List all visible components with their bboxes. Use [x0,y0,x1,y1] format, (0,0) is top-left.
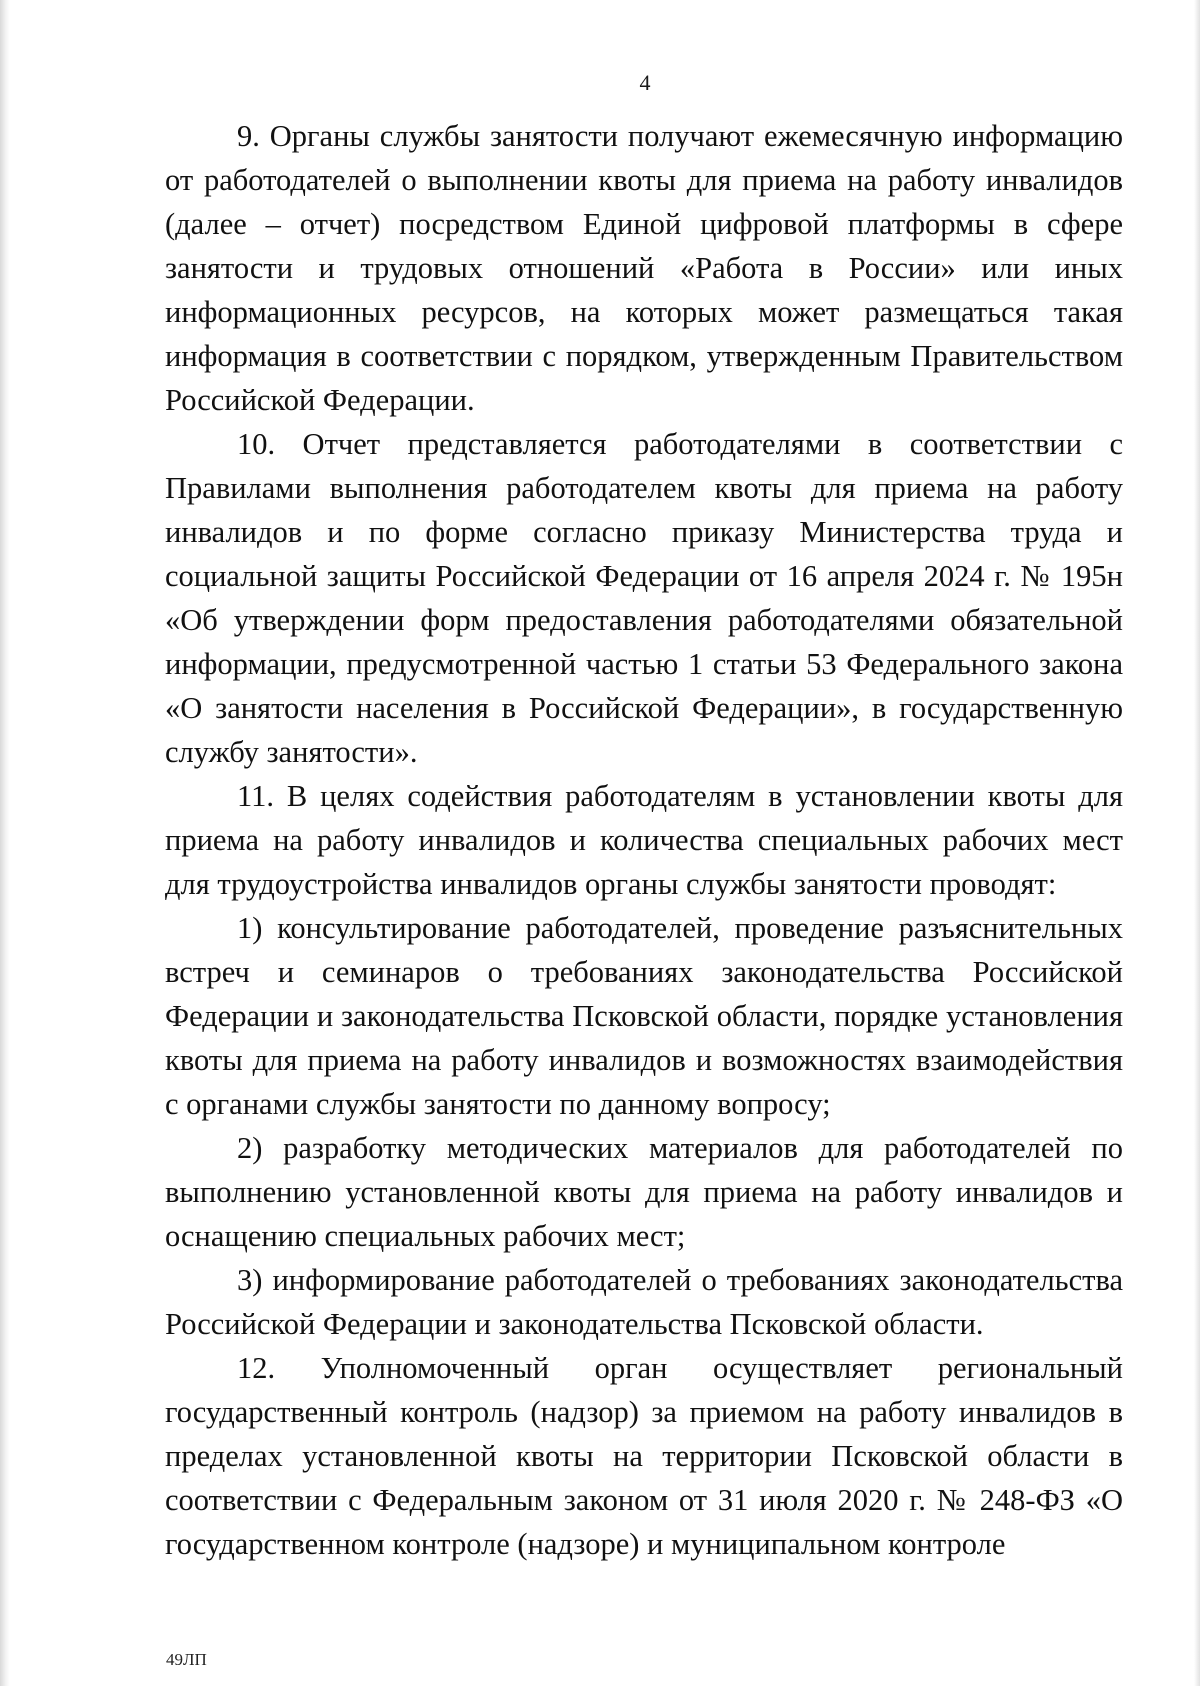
scan-edge-left [0,0,10,1686]
page-number: 4 [639,70,651,95]
paragraph-11-item-3: 3) информирование работодателей о требованиях законодательства Российской Федерации и законодательства Псковской области. [165,1263,1123,1341]
paragraph-11-item-2: 2) разработку методических материалов для работодателей по выполнению установленной квоты для приема на работу инвалидов и оснащению специальных рабочих мест; [165,1131,1123,1253]
paragraph-12: 12. Уполномоченный орган осуществляет региональный государственный контроль (надзор) за приемом на работу инвалидов в пределах установленной квоты на территории Псковской области в соответствии с Федеральным законом от 31 июля 2020 г. № 248-ФЗ «О государственном контроле (надзоре) и муниципальном контроле [165,1351,1123,1561]
document-body [165,114,1123,1566]
scan-edge-right [1194,0,1200,1686]
paragraph-10: 10. Отчет представляется работодателями в соответствии с Правилами выполнения работодателем квоты для приема на работу инвалидов и по форме согласно приказу Министерства труда и социальной защиты Российской Федерации от 16 апреля 2024 г. № 195н «Об утверждении форм предоставления работодателями обязательной информации, предусмотренной частью 1 статьи 53 Федерального закона «О занятости населения в Российской Федерации», в государственную службу занятости». [165,427,1123,769]
paragraph-9: 9. Органы службы занятости получают ежемесячную информацию от работодателей о выполнении квоты для приема на работу инвалидов (далее – отчет) посредством Единой цифровой платформы в сфере занятости и трудовых отношений «Работа в России» или иных информационных ресурсов, на которых может размещаться такая информация в соответствии с порядком, утвержденным Правительством Российской Федерации. [165,119,1123,417]
paragraph-11-item-1: 1) консультирование работодателей, проведение разъяснительных встреч и семинаров о требованиях законодательства Российской Федерации и законодательства Псковской области, порядке установления квоты для приема на работу инвалидов и возможностях взаимодействия с органами службы занятости по данному вопросу; [165,911,1123,1121]
footer-document-code: 49ЛП [166,1650,207,1669]
paragraph-11: 11. В целях содействия работодателям в установлении квоты для приема на работу инвалидов и количества специальных рабочих мест для трудоустройства инвалидов органы службы занятости проводят: [165,779,1123,901]
